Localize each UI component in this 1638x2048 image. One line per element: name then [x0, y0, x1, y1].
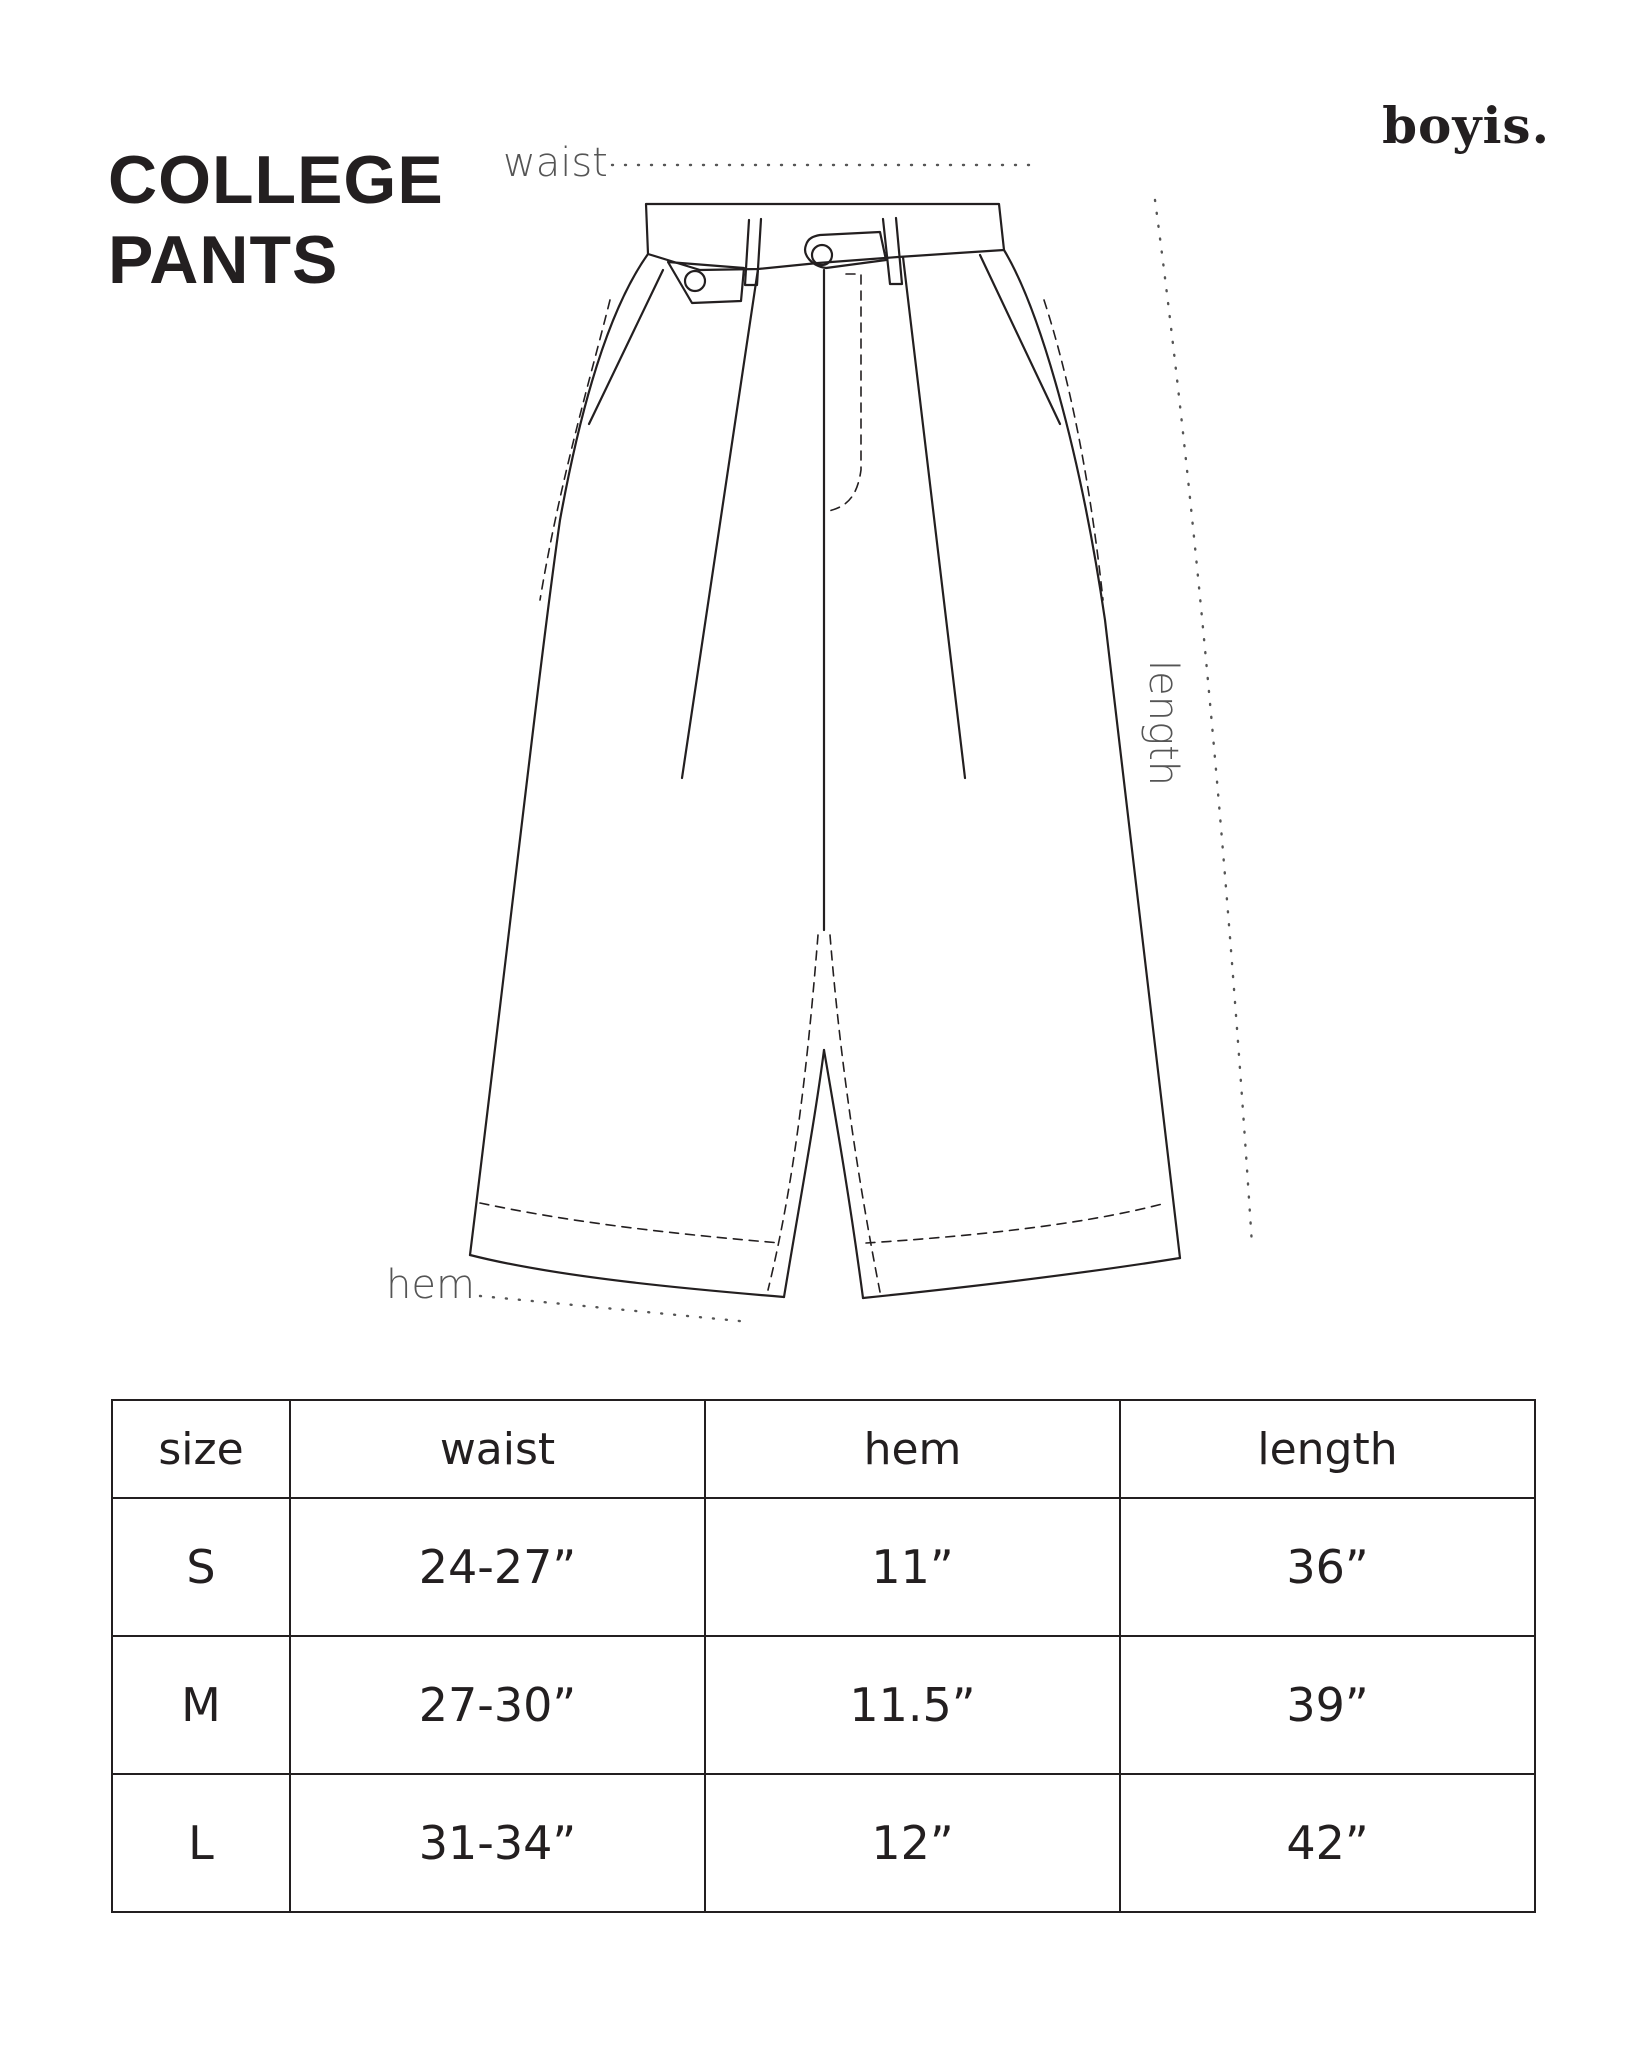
page-title-line-1: COLLEGE [108, 142, 444, 218]
cell-size: M [112, 1636, 290, 1774]
header-hem: hem [705, 1400, 1120, 1498]
flap-button [685, 271, 705, 291]
hem-label: hem [386, 1262, 475, 1308]
header-length: length [1120, 1400, 1535, 1498]
cell-waist: 27-30” [290, 1636, 705, 1774]
table-row [112, 1636, 1535, 1774]
pocket-flap [668, 262, 744, 303]
cell-length: 39” [1120, 1636, 1535, 1774]
cell-length: 42” [1120, 1774, 1535, 1912]
cell-hem: 11” [705, 1498, 1120, 1636]
left-pleat [682, 269, 758, 778]
belt-loop-right [883, 218, 902, 284]
cell-hem: 12” [705, 1774, 1120, 1912]
header-waist: waist [290, 1400, 705, 1498]
cell-size: L [112, 1774, 290, 1912]
length-label: length [1140, 660, 1186, 787]
hem-measure-dots [480, 1296, 750, 1322]
right-cuff-stitching [866, 1203, 1166, 1243]
page-title-line-2: PANTS [108, 222, 339, 298]
left-cuff-stitching [480, 1203, 780, 1243]
waist-label: waist [503, 140, 608, 186]
right-hem [863, 1258, 1180, 1298]
table-header-row [112, 1400, 1535, 1498]
size-chart-table [111, 1399, 1536, 1913]
brand-logo: boyis. [1382, 96, 1550, 155]
right-inseam [824, 1050, 863, 1298]
table-row [112, 1774, 1535, 1912]
right-pleat [903, 257, 965, 778]
cell-waist: 31-34” [290, 1774, 705, 1912]
left-outer-seam [470, 254, 648, 1255]
fly-stitching [824, 274, 861, 512]
cell-size: S [112, 1498, 290, 1636]
cell-waist: 24-27” [290, 1498, 705, 1636]
belt-loop-left [745, 219, 761, 285]
cell-hem: 11.5” [705, 1636, 1120, 1774]
table-row [112, 1498, 1535, 1636]
cell-length: 36” [1120, 1498, 1535, 1636]
left-inseam-stitching [768, 935, 818, 1290]
left-hem [470, 1255, 784, 1297]
header-size: size [112, 1400, 290, 1498]
waistband [646, 204, 1004, 270]
